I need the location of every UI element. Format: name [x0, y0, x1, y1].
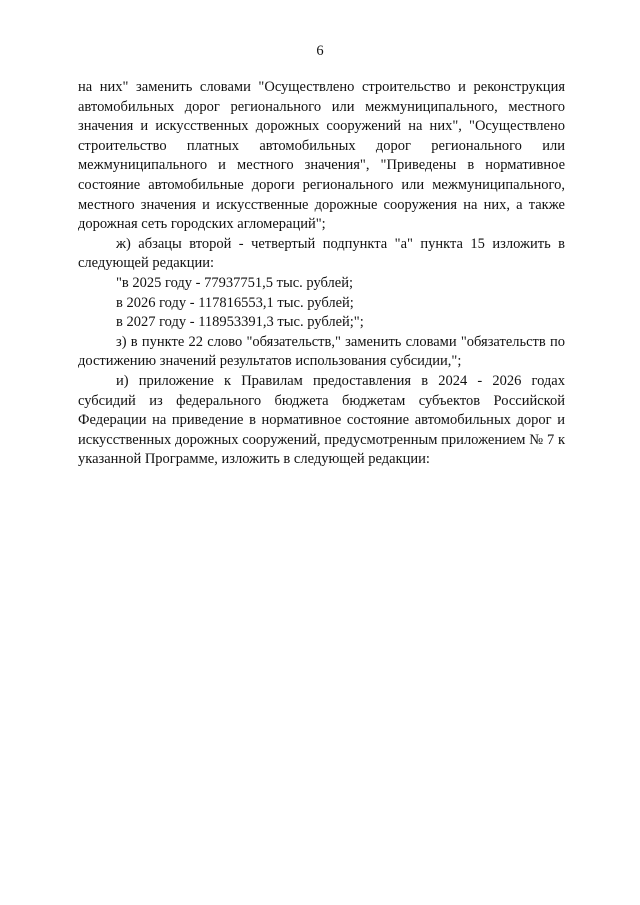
paragraph-item-z: з) в пункте 22 слово "обязательств," заменить словами "обязательств по достижению значений результатов использования субсидии,";: [78, 333, 565, 370]
paragraph-item-i: и) приложение к Правилам предоставления в 2024 - 2026 годах субсидий из федерального бюджета бюджетам субъектов Российской Федерации на приведение в нормативное состояние автомобильных дорог и искусственных дорожных сооружений, предусмотренным приложением № 7 к указанной Программе, изложить в следующей редакции:: [78, 372, 565, 468]
paragraph-item-zh: ж) абзацы второй - четвертый подпункта "а" пункта 15 изложить в следующей редакции:: [78, 235, 565, 272]
page-number: 6: [316, 43, 324, 59]
paragraph-amount-2026: в 2026 году - 117816553,1 тыс. рублей;: [116, 294, 354, 311]
paragraph-continuation: на них" заменить словами "Осуществлено строительство и реконструкция автомобильных дорог регионального или межмуниципального, местного значения и искусственных дорожных сооружений на них", "Осуществлено строительство платных автомобильных дорог регионального или межмуниципального и местного значения", "Приведены в нормативное состояние автомобильные дороги регионального или межмуниципального, местного значения и искусственные дорожные сооружения на них, а также дорожная сеть городских агломераций";: [78, 79, 565, 233]
paragraph-amount-2027: в 2027 году - 118953391,3 тыс. рублей;";: [116, 314, 364, 331]
document-body: [78, 78, 565, 470]
paragraph-amount-2025: "в 2025 году - 77937751,5 тыс. рублей;: [116, 274, 353, 291]
